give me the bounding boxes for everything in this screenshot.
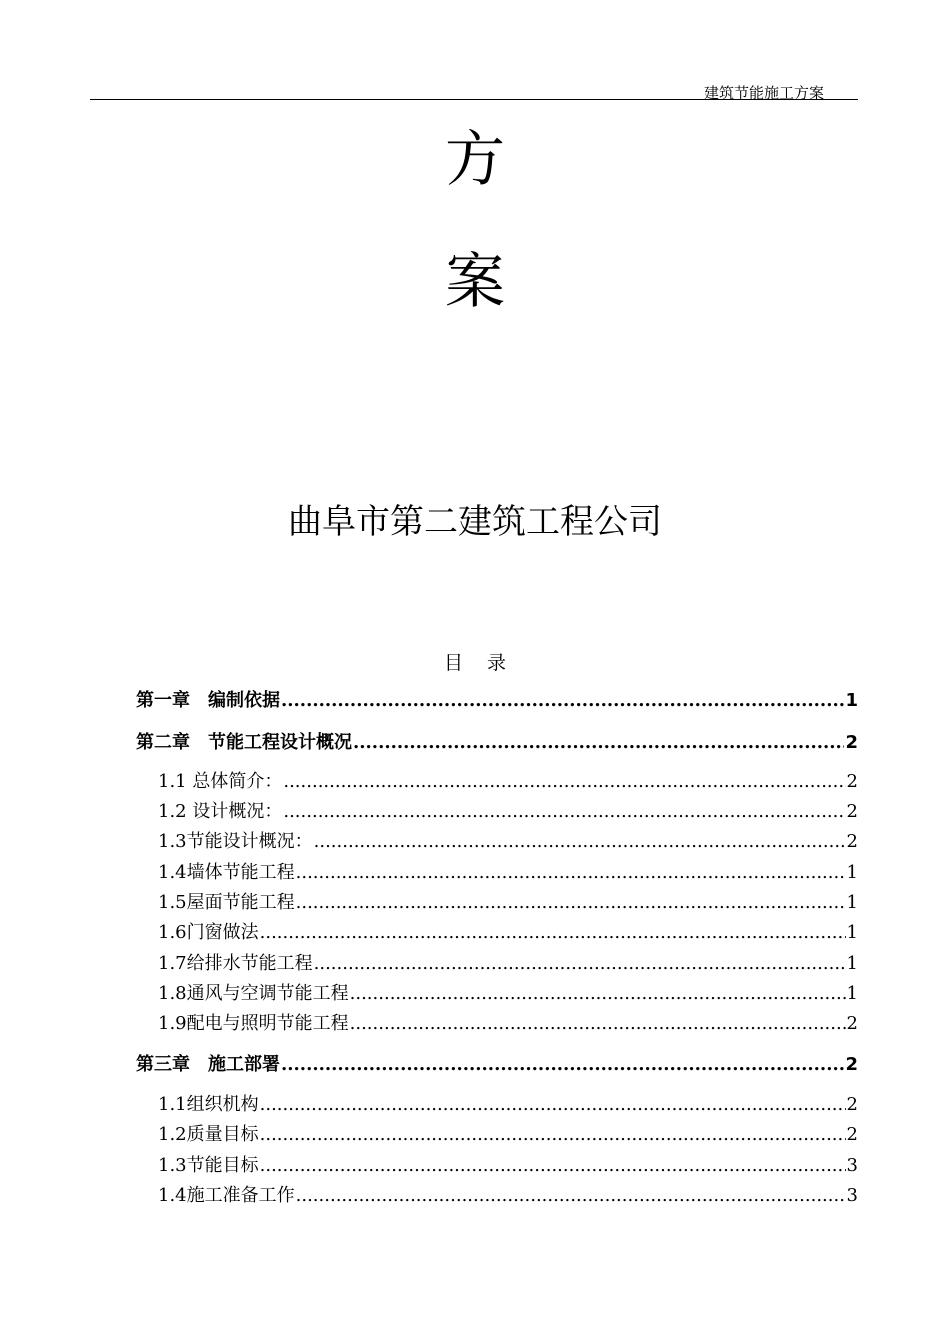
toc-entry-page: 2	[846, 1094, 858, 1115]
toc-entry[interactable]	[136, 728, 858, 754]
toc-entry[interactable]	[158, 1181, 858, 1207]
toc-entry-page: 1	[846, 953, 858, 974]
toc-entry-page: 2	[845, 732, 858, 753]
toc-leader-dots	[281, 1054, 844, 1075]
toc-entry[interactable]	[158, 767, 858, 793]
toc-entry[interactable]	[158, 949, 858, 975]
toc-leader-dots	[353, 732, 844, 753]
company-name: 曲阜市第二建筑工程公司	[288, 502, 662, 542]
toc-entry-label: 1.4施工准备工作	[158, 1185, 295, 1206]
cover-title-char-1: 方	[445, 125, 505, 195]
header-title: 建筑节能施工方案	[703, 84, 824, 102]
toc-entry-label: 第一章 编制依据	[136, 690, 280, 711]
toc-leader-dots	[283, 771, 845, 792]
toc-title: 目录	[443, 652, 530, 674]
toc-entry[interactable]	[158, 827, 858, 853]
toc-leader-dots	[314, 831, 846, 852]
toc-entry-label: 1.1 总体简介：	[158, 771, 283, 792]
toc-leader-dots	[260, 1155, 846, 1176]
toc-entry-page: 1	[846, 922, 858, 943]
toc-entry-label: 1.2质量目标	[158, 1124, 259, 1145]
toc-entry-page: 2	[846, 831, 858, 852]
toc-entry-label: 第二章 节能工程设计概况	[136, 732, 352, 753]
toc-entry-label: 1.4墙体节能工程	[158, 862, 295, 883]
toc-entry-label: 1.6门窗做法	[158, 922, 259, 943]
toc-leader-dots	[296, 1185, 846, 1206]
toc-entry-label: 1.3节能设计概况：	[158, 831, 313, 852]
toc-entry[interactable]	[158, 888, 858, 914]
toc-leader-dots	[281, 690, 844, 711]
toc-entry-label: 1.3节能目标	[158, 1155, 259, 1176]
toc-leader-dots	[283, 801, 845, 822]
toc-entry-page: 2	[846, 771, 858, 792]
toc-entry[interactable]	[158, 979, 858, 1005]
toc-entry-page: 2	[846, 801, 858, 822]
toc-leader-dots	[296, 892, 846, 913]
toc-leader-dots	[260, 1094, 846, 1115]
toc-entry-page: 1	[846, 983, 858, 1004]
toc-entry[interactable]	[158, 918, 858, 944]
toc-entry[interactable]	[158, 1120, 858, 1146]
toc-entry-label: 1.5屋面节能工程	[158, 892, 295, 913]
toc-leader-dots	[260, 1124, 846, 1145]
toc-entry[interactable]	[158, 1151, 858, 1177]
cover-title-char-2: 案	[445, 247, 505, 317]
toc-entry-label: 1.1组织机构	[158, 1094, 259, 1115]
toc-entry-label: 1.9配电与照明节能工程	[158, 1013, 349, 1034]
toc-entry[interactable]	[136, 686, 858, 712]
toc-entry-page: 2	[846, 1124, 858, 1145]
toc-entry-page: 2	[845, 1054, 858, 1075]
toc-leader-dots	[314, 953, 846, 974]
toc-entry-page: 1	[845, 690, 858, 711]
toc-entry[interactable]	[158, 797, 858, 823]
toc-entry[interactable]	[158, 858, 858, 884]
toc-leader-dots	[296, 862, 846, 883]
toc-entry[interactable]	[158, 1009, 858, 1035]
toc-entry-label: 1.2 设计概况：	[158, 801, 283, 822]
toc-entry-page: 1	[846, 892, 858, 913]
toc-leader-dots	[260, 922, 846, 943]
toc-entry-label: 1.8通风与空调节能工程	[158, 983, 349, 1004]
toc-entry-label: 1.7给排水节能工程	[158, 953, 313, 974]
toc-entry[interactable]	[158, 1090, 858, 1116]
toc-entry-label: 第三章 施工部署	[136, 1054, 280, 1075]
toc-entry-page: 3	[846, 1155, 858, 1176]
toc-entry-page: 1	[846, 862, 858, 883]
header-divider	[90, 99, 858, 100]
toc-leader-dots	[350, 1013, 846, 1034]
toc-leader-dots	[350, 983, 846, 1004]
toc-entry-page: 2	[846, 1013, 858, 1034]
toc-entry[interactable]	[136, 1050, 858, 1076]
toc-entry-page: 3	[846, 1185, 858, 1206]
